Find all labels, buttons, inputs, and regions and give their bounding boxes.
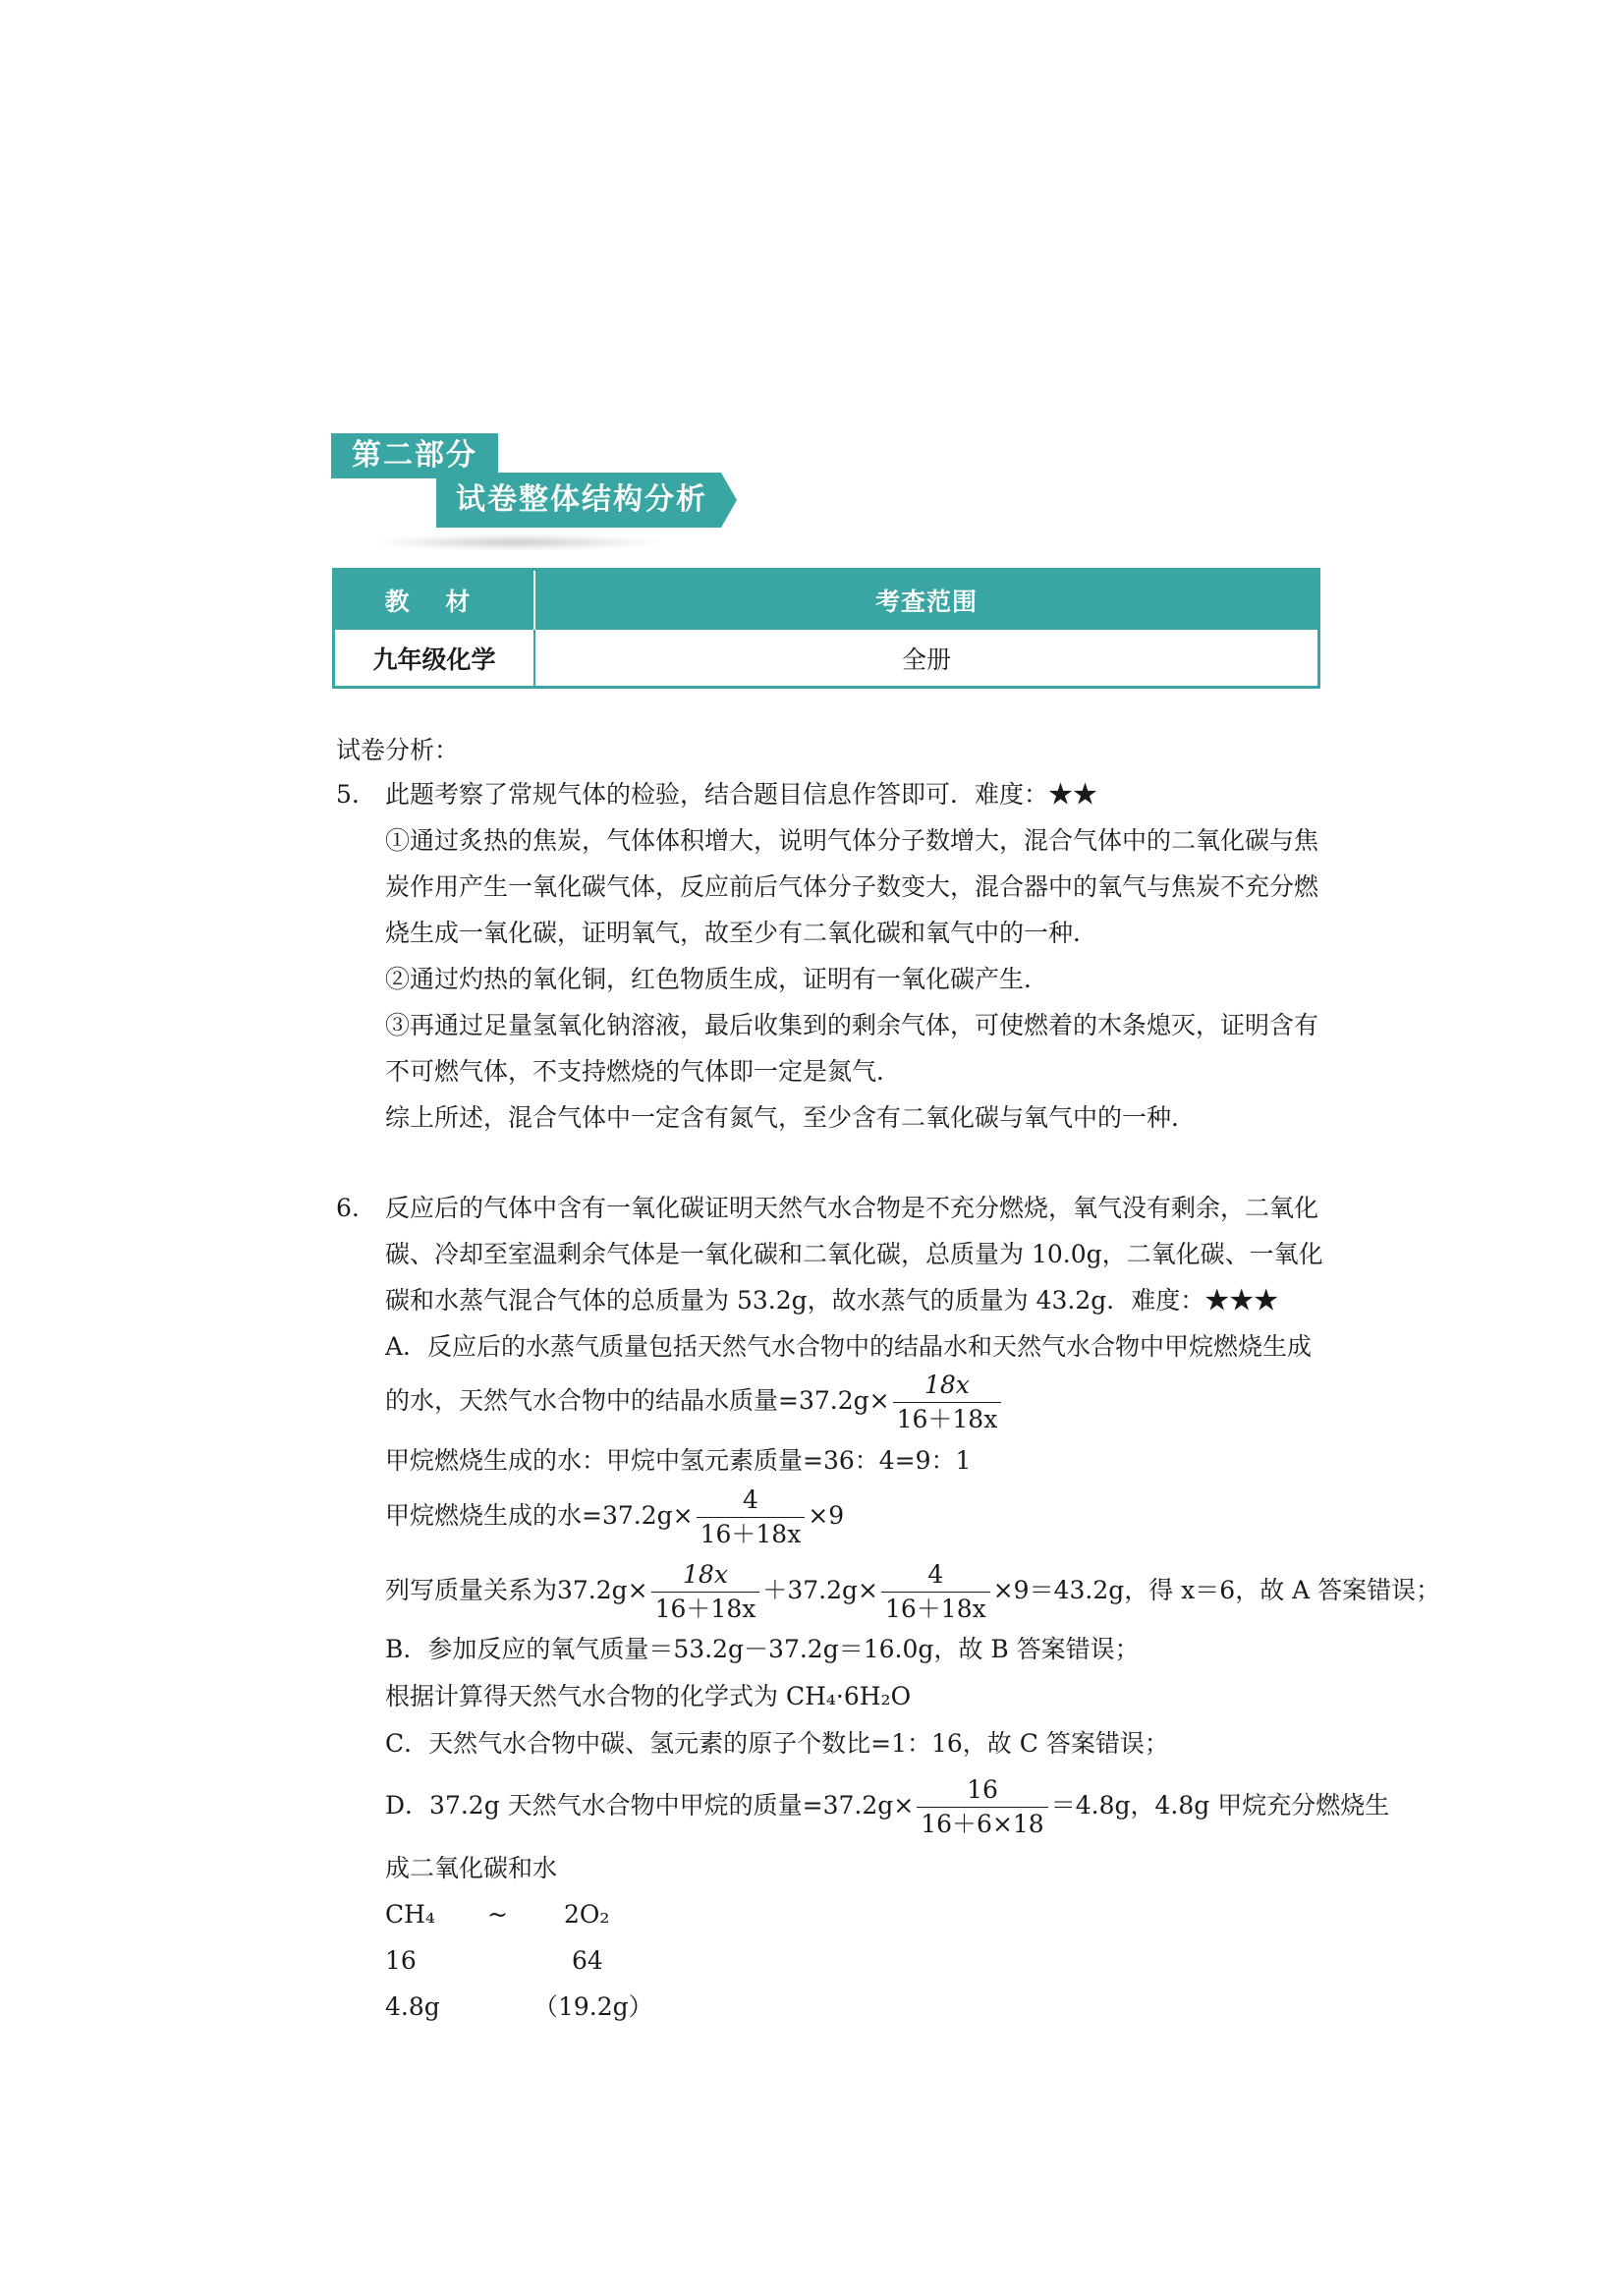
q6-a5-denominator-2: 16＋18x xyxy=(884,1595,986,1623)
table-cell-scope: 全册 xyxy=(534,630,1319,688)
q6-a2-numerator: 18x xyxy=(893,1369,1002,1403)
q6-a4 xyxy=(385,1484,844,1551)
q5-p1b: 炭作用产生一氧化碳气体，反应前后气体分子数变大，混合器中的氧气与焦炭不充分燃 xyxy=(385,872,1319,901)
eq-r3-c3: （19.2g） xyxy=(533,1992,653,2021)
section-title: 试卷整体结构分析 xyxy=(436,473,721,528)
q6-a4-tail: ×9 xyxy=(808,1501,845,1530)
eq-r2-c3: 64 xyxy=(572,1946,603,1975)
q6-b2: 根据计算得天然气水合物的化学式为 CH₄·6H₂O xyxy=(385,1682,912,1710)
eq-r2-c1: 16 xyxy=(385,1946,417,1975)
section-banner xyxy=(331,433,734,556)
q5-p4: 综上所述，混合气体中一定含有氮气，至少含有二氧化碳与氧气中的一种． xyxy=(385,1103,1197,1132)
q5-intro: 此题考察了常规气体的检验，结合题目信息作答即可．难度：★★ xyxy=(385,780,1098,809)
q6-a1: A．反应后的水蒸气质量包括天然气水合物中的结晶水和天然气水合物中甲烷燃烧生成 xyxy=(385,1332,1313,1361)
eq-r1-c3: 2O₂ xyxy=(564,1900,610,1929)
q6-d1-text: D．37.2g 天然气水合物中甲烷的质量=37.2g× xyxy=(385,1791,915,1820)
q6-a5-numerator-2: 4 xyxy=(881,1558,990,1593)
q6-intro-c: 碳和水蒸气混合气体的总质量为 53.2g，故水蒸气的质量为 43.2g．难度：★★★ xyxy=(385,1286,1279,1315)
table-cell-textbook: 九年级化学 xyxy=(334,630,535,688)
table-header-row xyxy=(334,570,1319,631)
q5-p2: ②通过灼热的氧化铜，红色物质生成，证明有一氧化碳产生． xyxy=(385,965,1049,993)
q6-a5 xyxy=(385,1558,1440,1626)
analysis-heading: 试卷分析： xyxy=(336,736,460,764)
q5-number: 5. xyxy=(336,780,360,809)
q6-b1: B．参加反应的氧气质量＝53.2g－37.2g＝16.0g，故 B 答案错误； xyxy=(385,1635,1140,1663)
q6-a5-fraction-2 xyxy=(881,1558,990,1626)
q6-a5-denominator-1: 16＋18x xyxy=(654,1595,756,1623)
q6-d1 xyxy=(385,1773,1389,1841)
q6-d2: 成二氧化碳和水 xyxy=(385,1854,558,1882)
q6-a3: 甲烷燃烧生成的水：甲烷中氢元素质量=36：4=9：1 xyxy=(385,1446,972,1475)
q6-intro-a: 反应后的气体中含有一氧化碳证明天然气水合物是不充分燃烧，氧气没有剩余，二氧化 xyxy=(385,1194,1319,1222)
q6-d1-tail: ＝4.8g，4.8g 甲烷充分燃烧生 xyxy=(1050,1791,1390,1820)
table-row xyxy=(334,630,1319,688)
q6-d1-denominator: 16＋6×18 xyxy=(921,1810,1044,1838)
q6-a2-text: 的水，天然气水合物中的结晶水质量=37.2g× xyxy=(385,1386,890,1415)
eq-r1-c2: ~ xyxy=(487,1900,508,1929)
q6-a2-denominator: 16＋18x xyxy=(896,1405,998,1433)
q6-a4-numerator: 4 xyxy=(697,1484,806,1518)
q6-c1: C．天然气水合物中碳、氢元素的原子个数比=1：16，故 C 答案错误； xyxy=(385,1729,1169,1758)
q6-a2 xyxy=(385,1369,1004,1436)
q5-p1c: 烧生成一氧化碳，证明氧气，故至少有二氧化碳和氧气中的一种． xyxy=(385,919,1098,947)
banner-shadow xyxy=(370,533,665,551)
scope-table xyxy=(332,568,1320,689)
q6-intro-b: 碳、冷却至室温剩余气体是一氧化碳和二氧化碳，总质量为 10.0g，二氧化碳、一氧化 xyxy=(385,1240,1323,1268)
q6-a5-mid: ＋37.2g× xyxy=(762,1576,878,1604)
table-header-scope: 考查范围 xyxy=(534,570,1319,631)
section-part-label: 第二部分 xyxy=(331,433,498,478)
banner-arrow xyxy=(721,473,737,528)
eq-r1-c1: CH₄ xyxy=(385,1900,435,1929)
eq-r3-c1: 4.8g xyxy=(385,1992,440,2021)
q6-a4-denominator: 16＋18x xyxy=(700,1520,802,1548)
q6-a4-text: 甲烷燃烧生成的水=37.2g× xyxy=(385,1501,694,1530)
q6-a5-text: 列写质量关系为37.2g× xyxy=(385,1576,648,1604)
q5-p1a: ①通过炙热的焦炭，气体体积增大，说明气体分子数增大，混合气体中的二氧化碳与焦 xyxy=(385,826,1319,855)
q6-a5-fraction-1 xyxy=(651,1558,760,1626)
q6-a5-tail: ×9＝43.2g，得 x＝6，故 A 答案错误； xyxy=(992,1576,1441,1604)
q5-p3b: 不可燃气体，不支持燃烧的气体即一定是氮气． xyxy=(385,1057,902,1086)
q6-number: 6. xyxy=(336,1194,360,1222)
q6-a2-fraction xyxy=(893,1369,1002,1436)
q6-a4-fraction xyxy=(697,1484,806,1551)
table-header-textbook: 教 材 xyxy=(334,570,535,631)
q5-p3a: ③再通过足量氢氧化钠溶液，最后收集到的剩余气体，可使燃着的木条熄灭，证明含有 xyxy=(385,1011,1319,1039)
q6-d1-fraction xyxy=(917,1773,1047,1841)
q6-d1-numerator: 16 xyxy=(917,1773,1047,1808)
q6-a5-numerator-1: 18x xyxy=(651,1558,760,1593)
